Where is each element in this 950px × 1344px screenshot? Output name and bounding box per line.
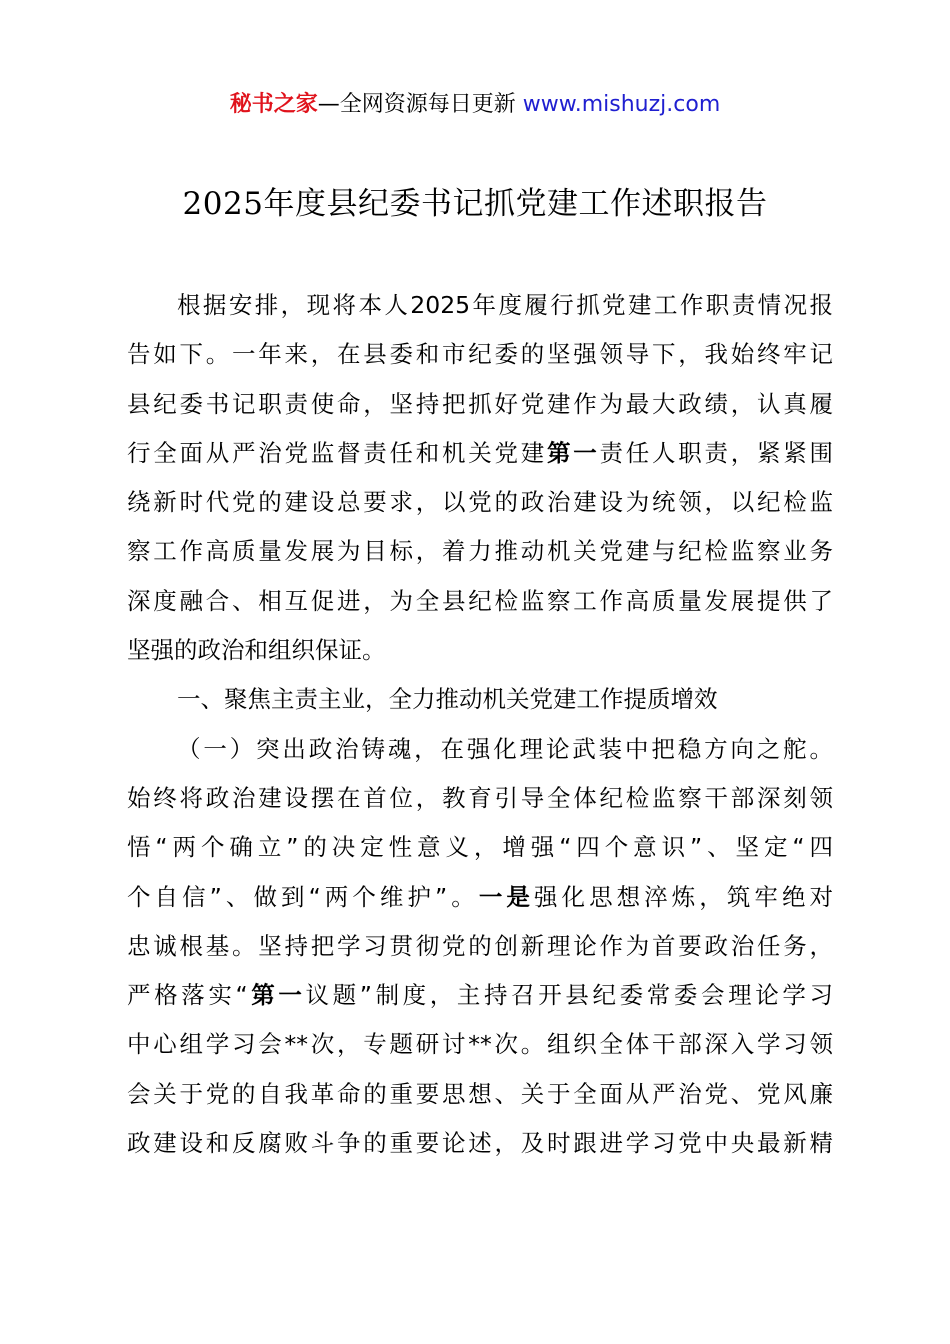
body-line: 会关于党的自我革命的重要思想、关于全面从严治党、党风廉 [127, 1079, 833, 1108]
body-line: 行全面从严治党监督责任和机关党建第一责任人职责，紧紧围 [127, 438, 833, 467]
site-header [0, 88, 950, 122]
body-line: 告如下。一年来，在县委和市纪委的坚强领导下，我始终牢记 [127, 340, 833, 369]
document-body [127, 281, 833, 1168]
body-line: 察工作高质量发展为目标，着力推动机关党建与纪检监察业务 [127, 537, 833, 566]
body-line: 严格落实“第一议题”制度，主持召开县纪委常委会理论学习 [127, 981, 833, 1010]
body-line: 坚强的政治和组织保证。 [127, 636, 386, 665]
brand-name: 秘书之家 [229, 92, 318, 117]
subsection-heading: （一）突出政治铸魂，在强化理论武装中把稳方向之舵。 [177, 734, 833, 763]
body-line: 县纪委书记职责使命，坚持把抓好党建作为最大政绩，认真履 [127, 389, 833, 418]
body-line: 深度融合、相互促进，为全县纪检监察工作高质量发展提供了 [127, 586, 833, 615]
body-line: 中心组学习会**次，专题研讨**次。组织全体干部深入学习领 [127, 1030, 833, 1059]
header-slogan: 全网资源每日更新 [339, 92, 523, 117]
section-heading: 一、聚焦主责主业，全力推动机关党建工作提质增效 [177, 685, 718, 714]
body-line: 绕新时代党的建设总要求，以党的政治建设为统领，以纪检监 [127, 488, 833, 517]
document-title: 2025年度县纪委书记抓党建工作述职报告 [182, 186, 768, 222]
site-url-link[interactable]: www.mishuzj.com [522, 92, 721, 117]
body-line: 悟“两个确立”的决定性意义，增强“四个意识”、坚定“四 [127, 833, 833, 862]
header-separator: — [317, 92, 340, 117]
emphasis-text: 一是 [478, 882, 534, 911]
body-line: 根据安排，现将本人2025年度履行抓党建工作职责情况报 [177, 291, 833, 319]
body-line: 政建设和反腐败斗争的重要论述，及时跟进学习党中央最新精 [127, 1129, 833, 1158]
body-line: 始终将政治建设摆在首位，教育引导全体纪检监察干部深刻领 [127, 783, 833, 812]
emphasis-text: 第一 [547, 438, 600, 467]
body-line: 忠诚根基。坚持把学习贯彻党的创新理论作为首要政治任务， [127, 931, 833, 960]
emphasis-text: 第一 [247, 981, 306, 1010]
body-line: 个自信”、做到“两个维护”。一是强化思想淬炼，筑牢绝对 [127, 882, 833, 911]
